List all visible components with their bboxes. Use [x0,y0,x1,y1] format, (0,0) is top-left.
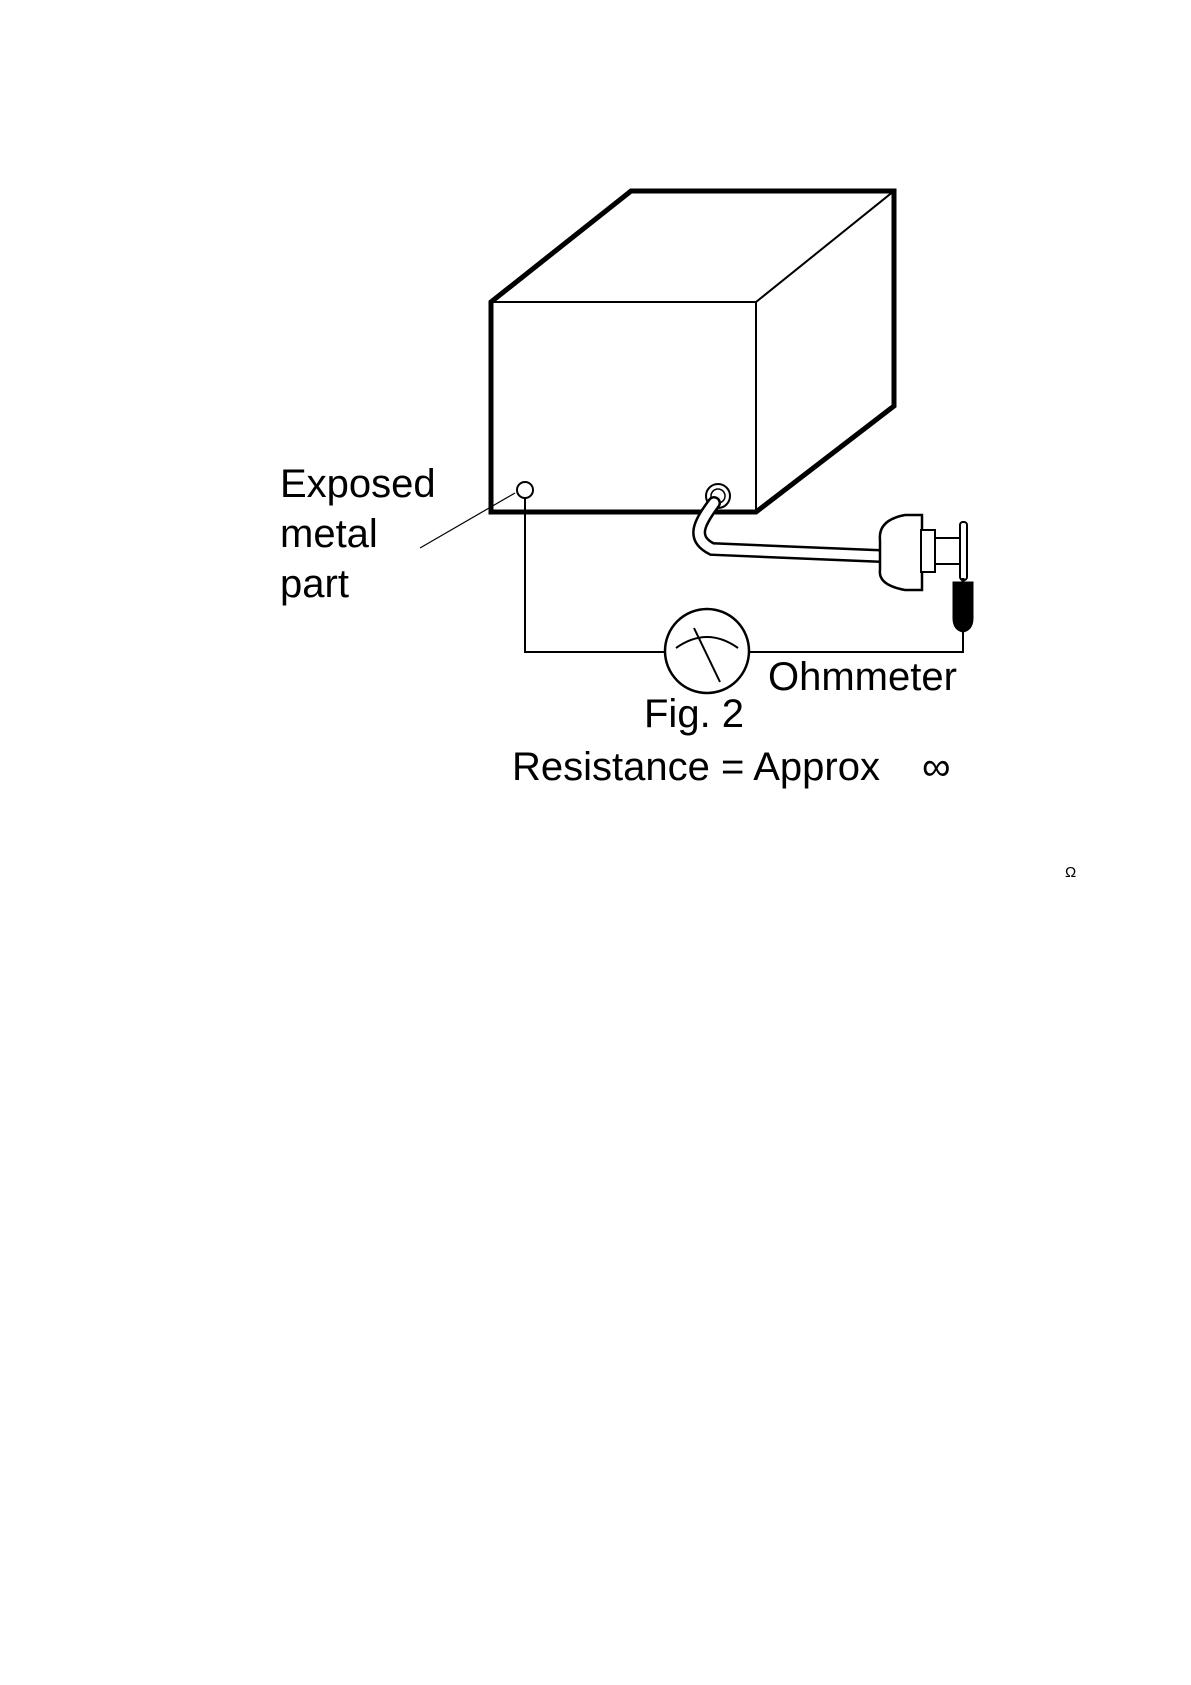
circuit-wire-right [749,632,963,652]
exposed-metal-terminal [517,482,533,498]
plug-collar [921,530,935,572]
figure-caption: Fig. 2 [644,692,745,736]
plug-prong [960,522,967,580]
plug-body [880,515,922,590]
appliance-box [491,191,894,512]
resistance-text: Resistance = Approx [512,745,880,789]
box-right-face [756,191,894,512]
probe-body [953,582,973,632]
box-top-face [491,191,894,302]
ohm-symbol: Ω [1065,864,1077,881]
exposed-label-line-1: Exposed [280,462,436,506]
exposed-label-line-3: part [280,562,349,606]
infinity-symbol: ∞ [922,745,951,789]
ohmmeter-label: Ohmmeter [768,655,957,699]
ohmmeter-dial [665,609,749,693]
ohmmeter [665,609,749,693]
box-front-face [491,302,756,512]
power-plug [880,515,967,590]
exposed-label-line-2: metal [280,512,378,556]
circuit-wire-left [525,498,665,652]
test-probe [953,578,973,632]
